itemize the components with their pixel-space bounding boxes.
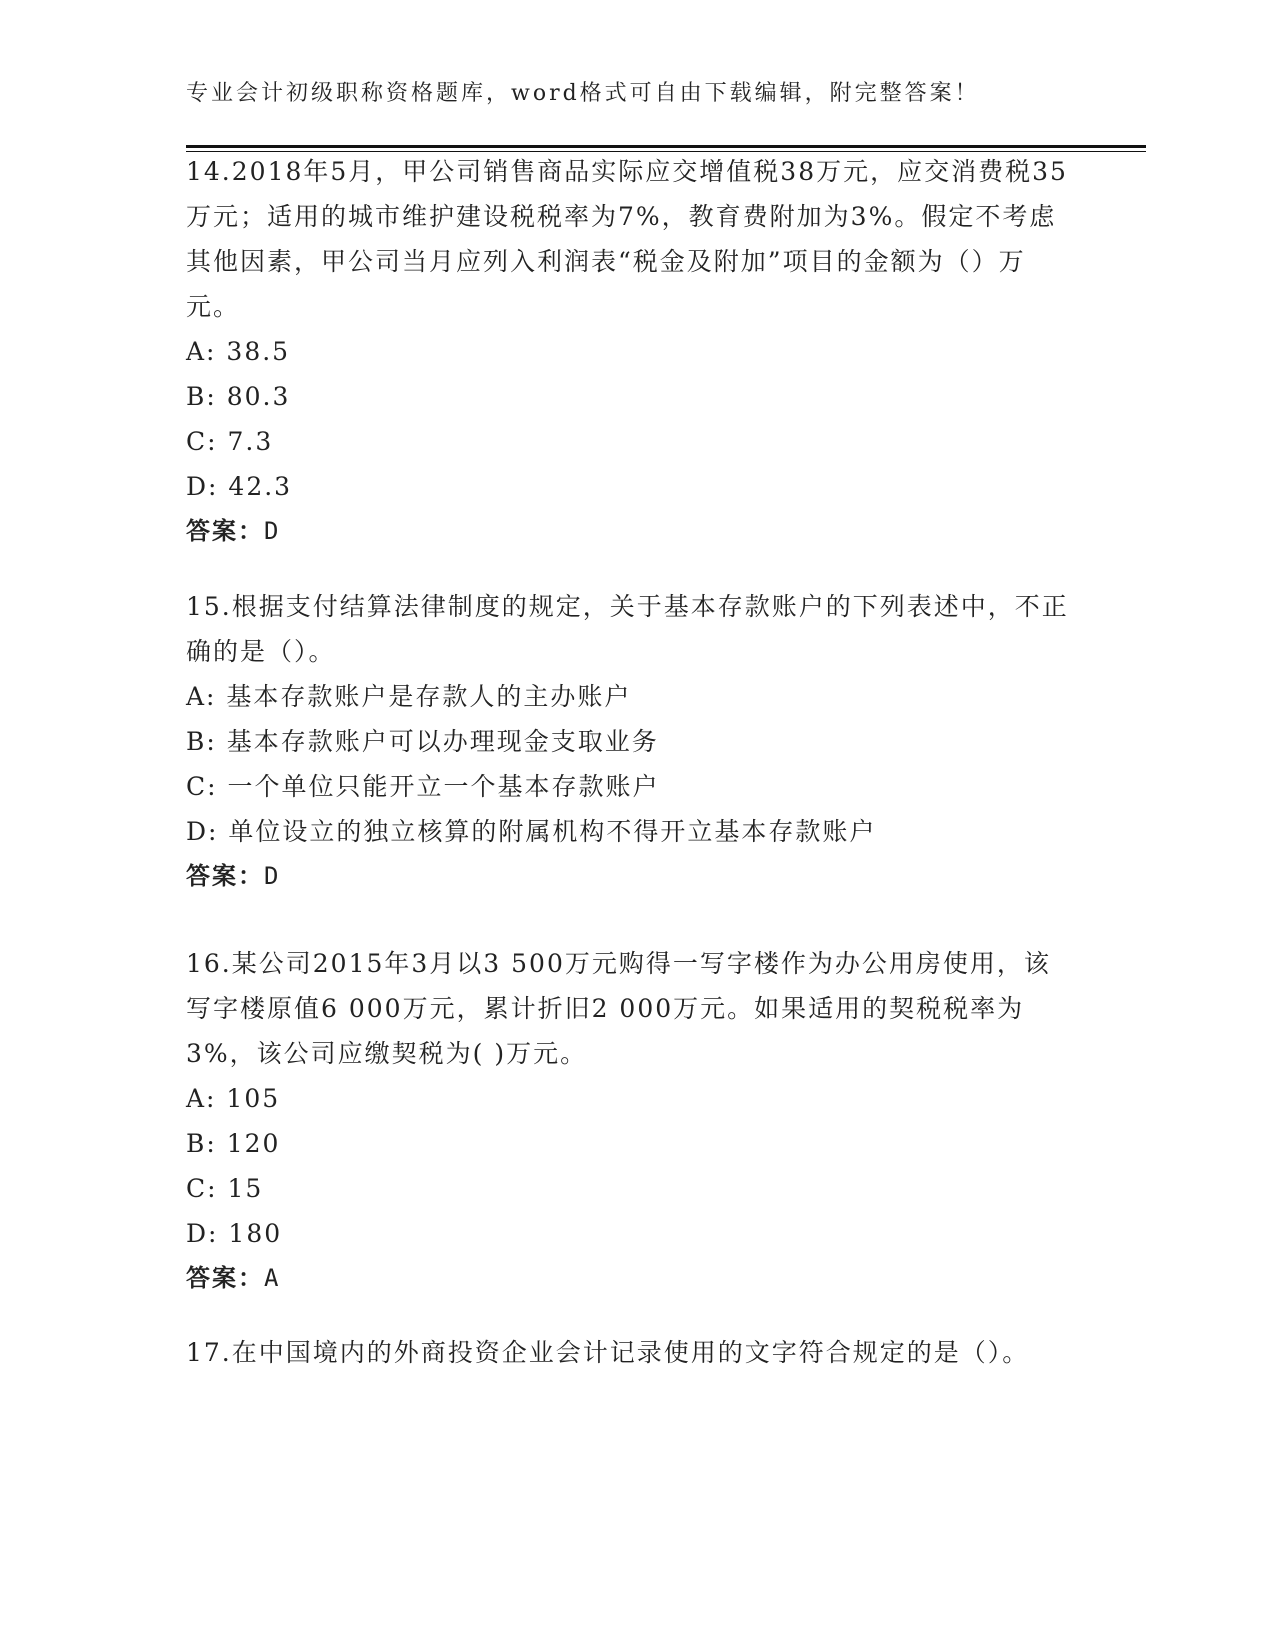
page-header: 专业会计初级职称资格题库，word格式可自由下载编辑，附完整答案！ xyxy=(186,81,980,106)
answer-line xyxy=(186,1256,1076,1301)
option-d: D: 42.3 xyxy=(186,472,293,501)
question-stem: 15.根据支付结算法律制度的规定，关于基本存款账户的下列表述中，不正确的是（）。 xyxy=(186,592,1069,666)
answer-label: 答案： xyxy=(186,1264,264,1292)
answer-value: A xyxy=(264,1264,281,1292)
option-a: A: 基本存款账户是存款人的主办账户 xyxy=(186,682,632,711)
option-a: A: 38.5 xyxy=(186,337,291,366)
option-b: B: 120 xyxy=(186,1129,281,1158)
answer-line xyxy=(186,854,1076,899)
question-stem: 16.某公司2015年3月以3 500万元购得一写字楼作为办公用房使用，该写字楼原值6 000万元，累计折旧2 000万元。如果适用的契税税率为3%，该公司应缴契税为( )万元。 xyxy=(186,949,1051,1068)
question-16 xyxy=(186,941,1076,1301)
question-stem: 14.2018年5月，甲公司销售商品实际应交增值税38万元，应交消费税35万元；适用的城市维护建设税税率为7%，教育费附加为3%。假定不考虑其他因素，甲公司当月应列入利润表“税金及附加”项目的金额为（）万元。 xyxy=(186,157,1068,321)
answer-value: D xyxy=(264,862,281,890)
question-stem: 17.在中国境内的外商投资企业会计记录使用的文字符合规定的是（）。 xyxy=(186,1338,1030,1367)
answer-line xyxy=(186,509,1076,554)
option-d: D: 180 xyxy=(186,1219,283,1248)
answer-value: D xyxy=(264,517,281,545)
header-divider-thick xyxy=(186,145,1146,148)
option-c: C: 15 xyxy=(186,1174,264,1203)
answer-label: 答案： xyxy=(186,862,264,890)
option-a: A: 105 xyxy=(186,1084,281,1113)
option-c: C: 一个单位只能开立一个基本存款账户 xyxy=(186,772,660,801)
question-15 xyxy=(186,584,1076,899)
question-17 xyxy=(186,1330,1076,1375)
option-b: B: 80.3 xyxy=(186,382,291,411)
option-c: C: 7.3 xyxy=(186,427,274,456)
option-b: B: 基本存款账户可以办理现金支取业务 xyxy=(186,727,659,756)
answer-label: 答案： xyxy=(186,517,264,545)
option-d: D: 单位设立的独立核算的附属机构不得开立基本存款账户 xyxy=(186,817,877,846)
question-14 xyxy=(186,149,1076,554)
